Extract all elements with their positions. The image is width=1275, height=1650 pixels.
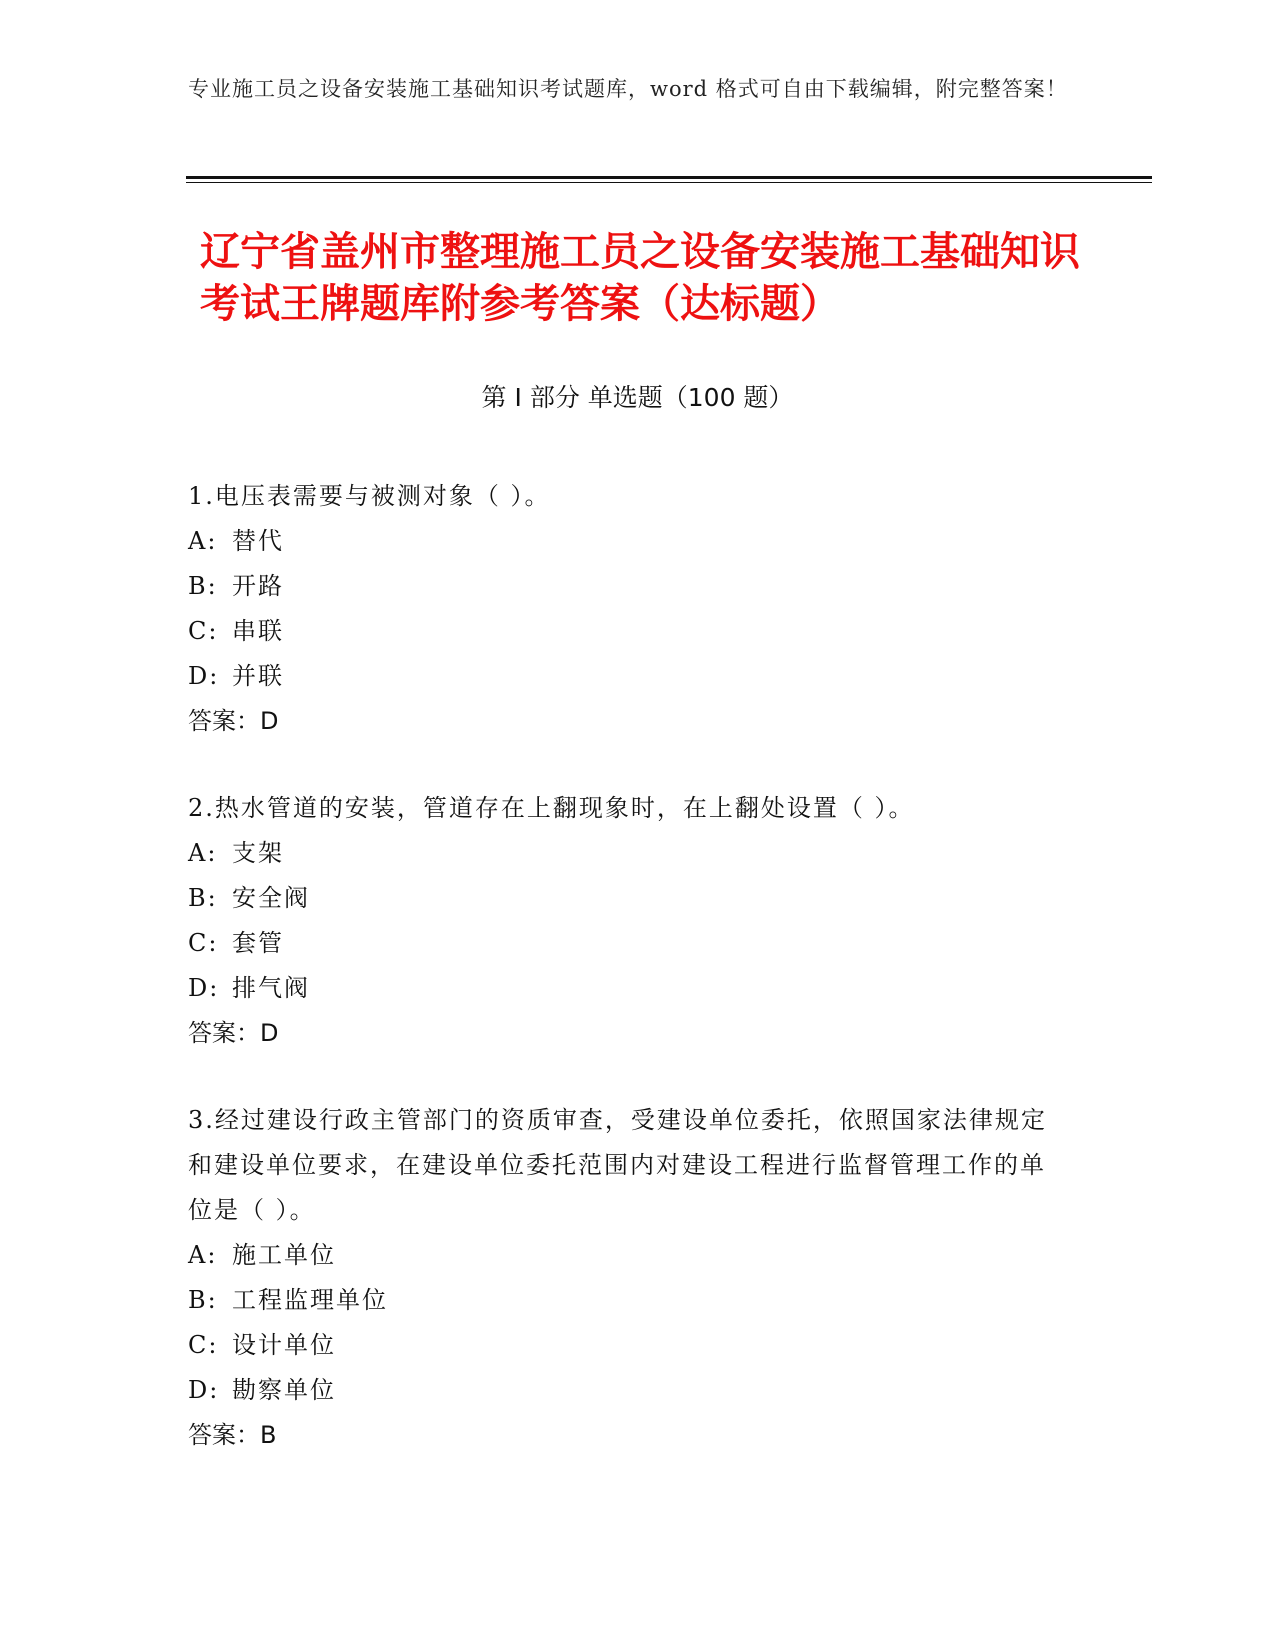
option-text: 串联 (232, 617, 284, 645)
question-item (188, 786, 1068, 1056)
option-text: 排气阀 (232, 974, 310, 1002)
option-text: 施工单位 (232, 1241, 336, 1269)
question-text: 2.热水管道的安装，管道存在上翻现象时，在上翻处设置（ ）。 (188, 794, 915, 822)
option-key: C: (188, 1331, 219, 1359)
option-b (188, 1278, 1068, 1323)
answer-label: 答案：B (188, 1421, 277, 1449)
option-text: 工程监理单位 (232, 1286, 388, 1314)
option-b (188, 876, 1068, 921)
option-key: A: (188, 1241, 218, 1269)
option-key: A: (188, 839, 218, 867)
question-item (188, 474, 1068, 744)
option-text: 安全阀 (232, 884, 310, 912)
option-key: B: (188, 884, 218, 912)
option-text: 勘察单位 (232, 1376, 336, 1404)
option-text: 支架 (232, 839, 284, 867)
option-text: 并联 (232, 662, 284, 690)
answer-label: 答案：D (188, 707, 279, 735)
option-text: 替代 (232, 527, 284, 555)
section-title: 第 I 部分 单选题（100 题） (481, 383, 794, 412)
option-key: B: (188, 572, 218, 600)
header-note: 专业施工员之设备安装施工基础知识考试题库，word 格式可自由下载编辑，附完整答案！ (188, 77, 1068, 101)
option-d (188, 1368, 1068, 1413)
header-divider-thick (186, 176, 1152, 179)
option-text: 套管 (232, 929, 284, 957)
header-divider-thin (186, 182, 1152, 183)
option-c (188, 921, 1068, 966)
option-key: B: (188, 1286, 218, 1314)
question-text: 3.经过建设行政主管部门的资质审查，受建设单位委托，依照国家法律规定和建设单位要求，在建设单位委托范围内对建设工程进行监督管理工作的单位是（ ）。 (188, 1106, 1047, 1224)
option-key: D: (188, 1376, 220, 1404)
option-text: 开路 (232, 572, 284, 600)
question-list (188, 474, 1068, 1500)
option-a (188, 831, 1068, 876)
option-text: 设计单位 (232, 1331, 336, 1359)
option-key: C: (188, 617, 219, 645)
option-b (188, 564, 1068, 609)
option-d (188, 966, 1068, 1011)
option-key: D: (188, 974, 220, 1002)
answer-label: 答案：D (188, 1019, 279, 1047)
question-text: 1.电压表需要与被测对象（ ）。 (188, 482, 551, 510)
document-title: 辽宁省盖州市整理施工员之设备安装施工基础知识考试王牌题库附参考答案（达标题） (200, 229, 1080, 327)
option-c (188, 609, 1068, 654)
option-d (188, 654, 1068, 699)
option-key: A: (188, 527, 218, 555)
option-key: C: (188, 929, 219, 957)
question-item (188, 1098, 1068, 1458)
option-key: D: (188, 662, 220, 690)
option-a (188, 1233, 1068, 1278)
option-a (188, 519, 1068, 564)
option-c (188, 1323, 1068, 1368)
